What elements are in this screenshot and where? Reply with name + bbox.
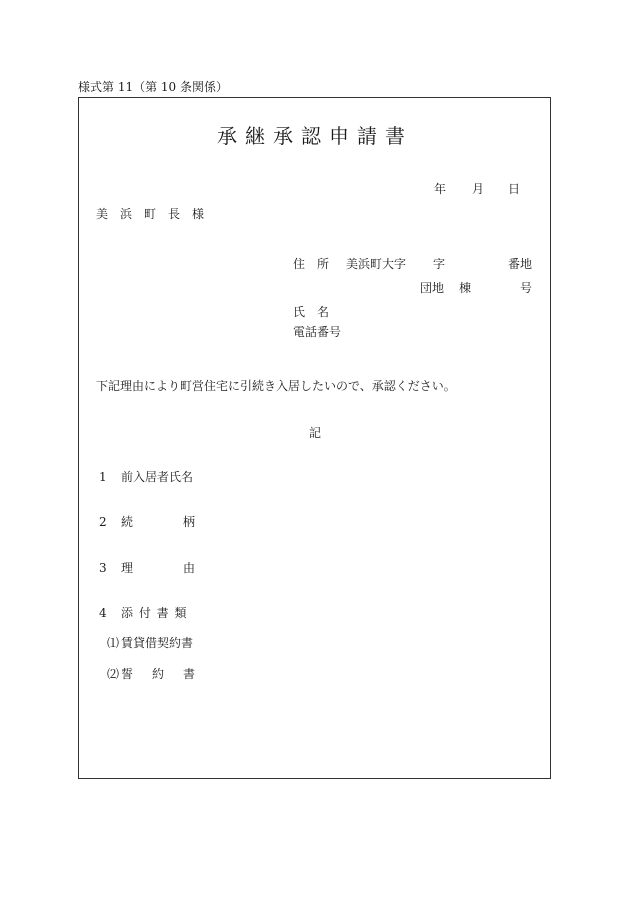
address-danchi: 団地 (420, 281, 445, 295)
item-2-number: 2 (99, 515, 107, 529)
item-1-number: 1 (99, 470, 107, 484)
item-4-label: 添 付 書 類 (121, 606, 188, 620)
attachment-2-label-c: 書 (183, 667, 196, 681)
item-3-label-a: 理 (121, 561, 134, 575)
item-2-label-a: 続 (121, 515, 134, 529)
address-aza: 字 (433, 257, 446, 271)
attachment-1-number: ⑴ (107, 636, 120, 650)
item-4-number: 4 (99, 606, 107, 620)
ki-heading: 記 (309, 426, 322, 440)
item-1-label: 前入居者氏名 (121, 470, 194, 484)
attachment-2-label-b: 約 (152, 667, 165, 681)
name-label: 氏 名 (293, 305, 330, 319)
date-month: 月 (472, 182, 485, 196)
date-year: 年 (434, 182, 447, 196)
address-label: 住 所 (293, 257, 330, 271)
form-title: 承継承認申請書 (217, 124, 413, 148)
addressee: 美 浜 町 長 様 (96, 207, 205, 221)
item-3-label-b: 由 (183, 561, 196, 575)
address-banchi: 番地 (508, 257, 533, 271)
form-number: 様式第 11（第 10 条関係） (78, 80, 228, 94)
attachment-2-number: ⑵ (107, 667, 120, 681)
item-2-label-b: 柄 (183, 515, 196, 529)
address-gou: 号 (520, 281, 533, 295)
address-town: 美浜町大字 (346, 257, 407, 271)
date-day: 日 (508, 182, 521, 196)
attachment-1-label: 賃貸借契約書 (121, 636, 194, 650)
address-tou: 棟 (459, 281, 472, 295)
item-3-number: 3 (99, 561, 107, 575)
phone-label: 電話番号 (293, 325, 342, 339)
attachment-2-label-a: 誓 (121, 667, 134, 681)
request-text: 下記理由により町営住宅に引続き入居したいので、承認ください。 (96, 379, 456, 393)
